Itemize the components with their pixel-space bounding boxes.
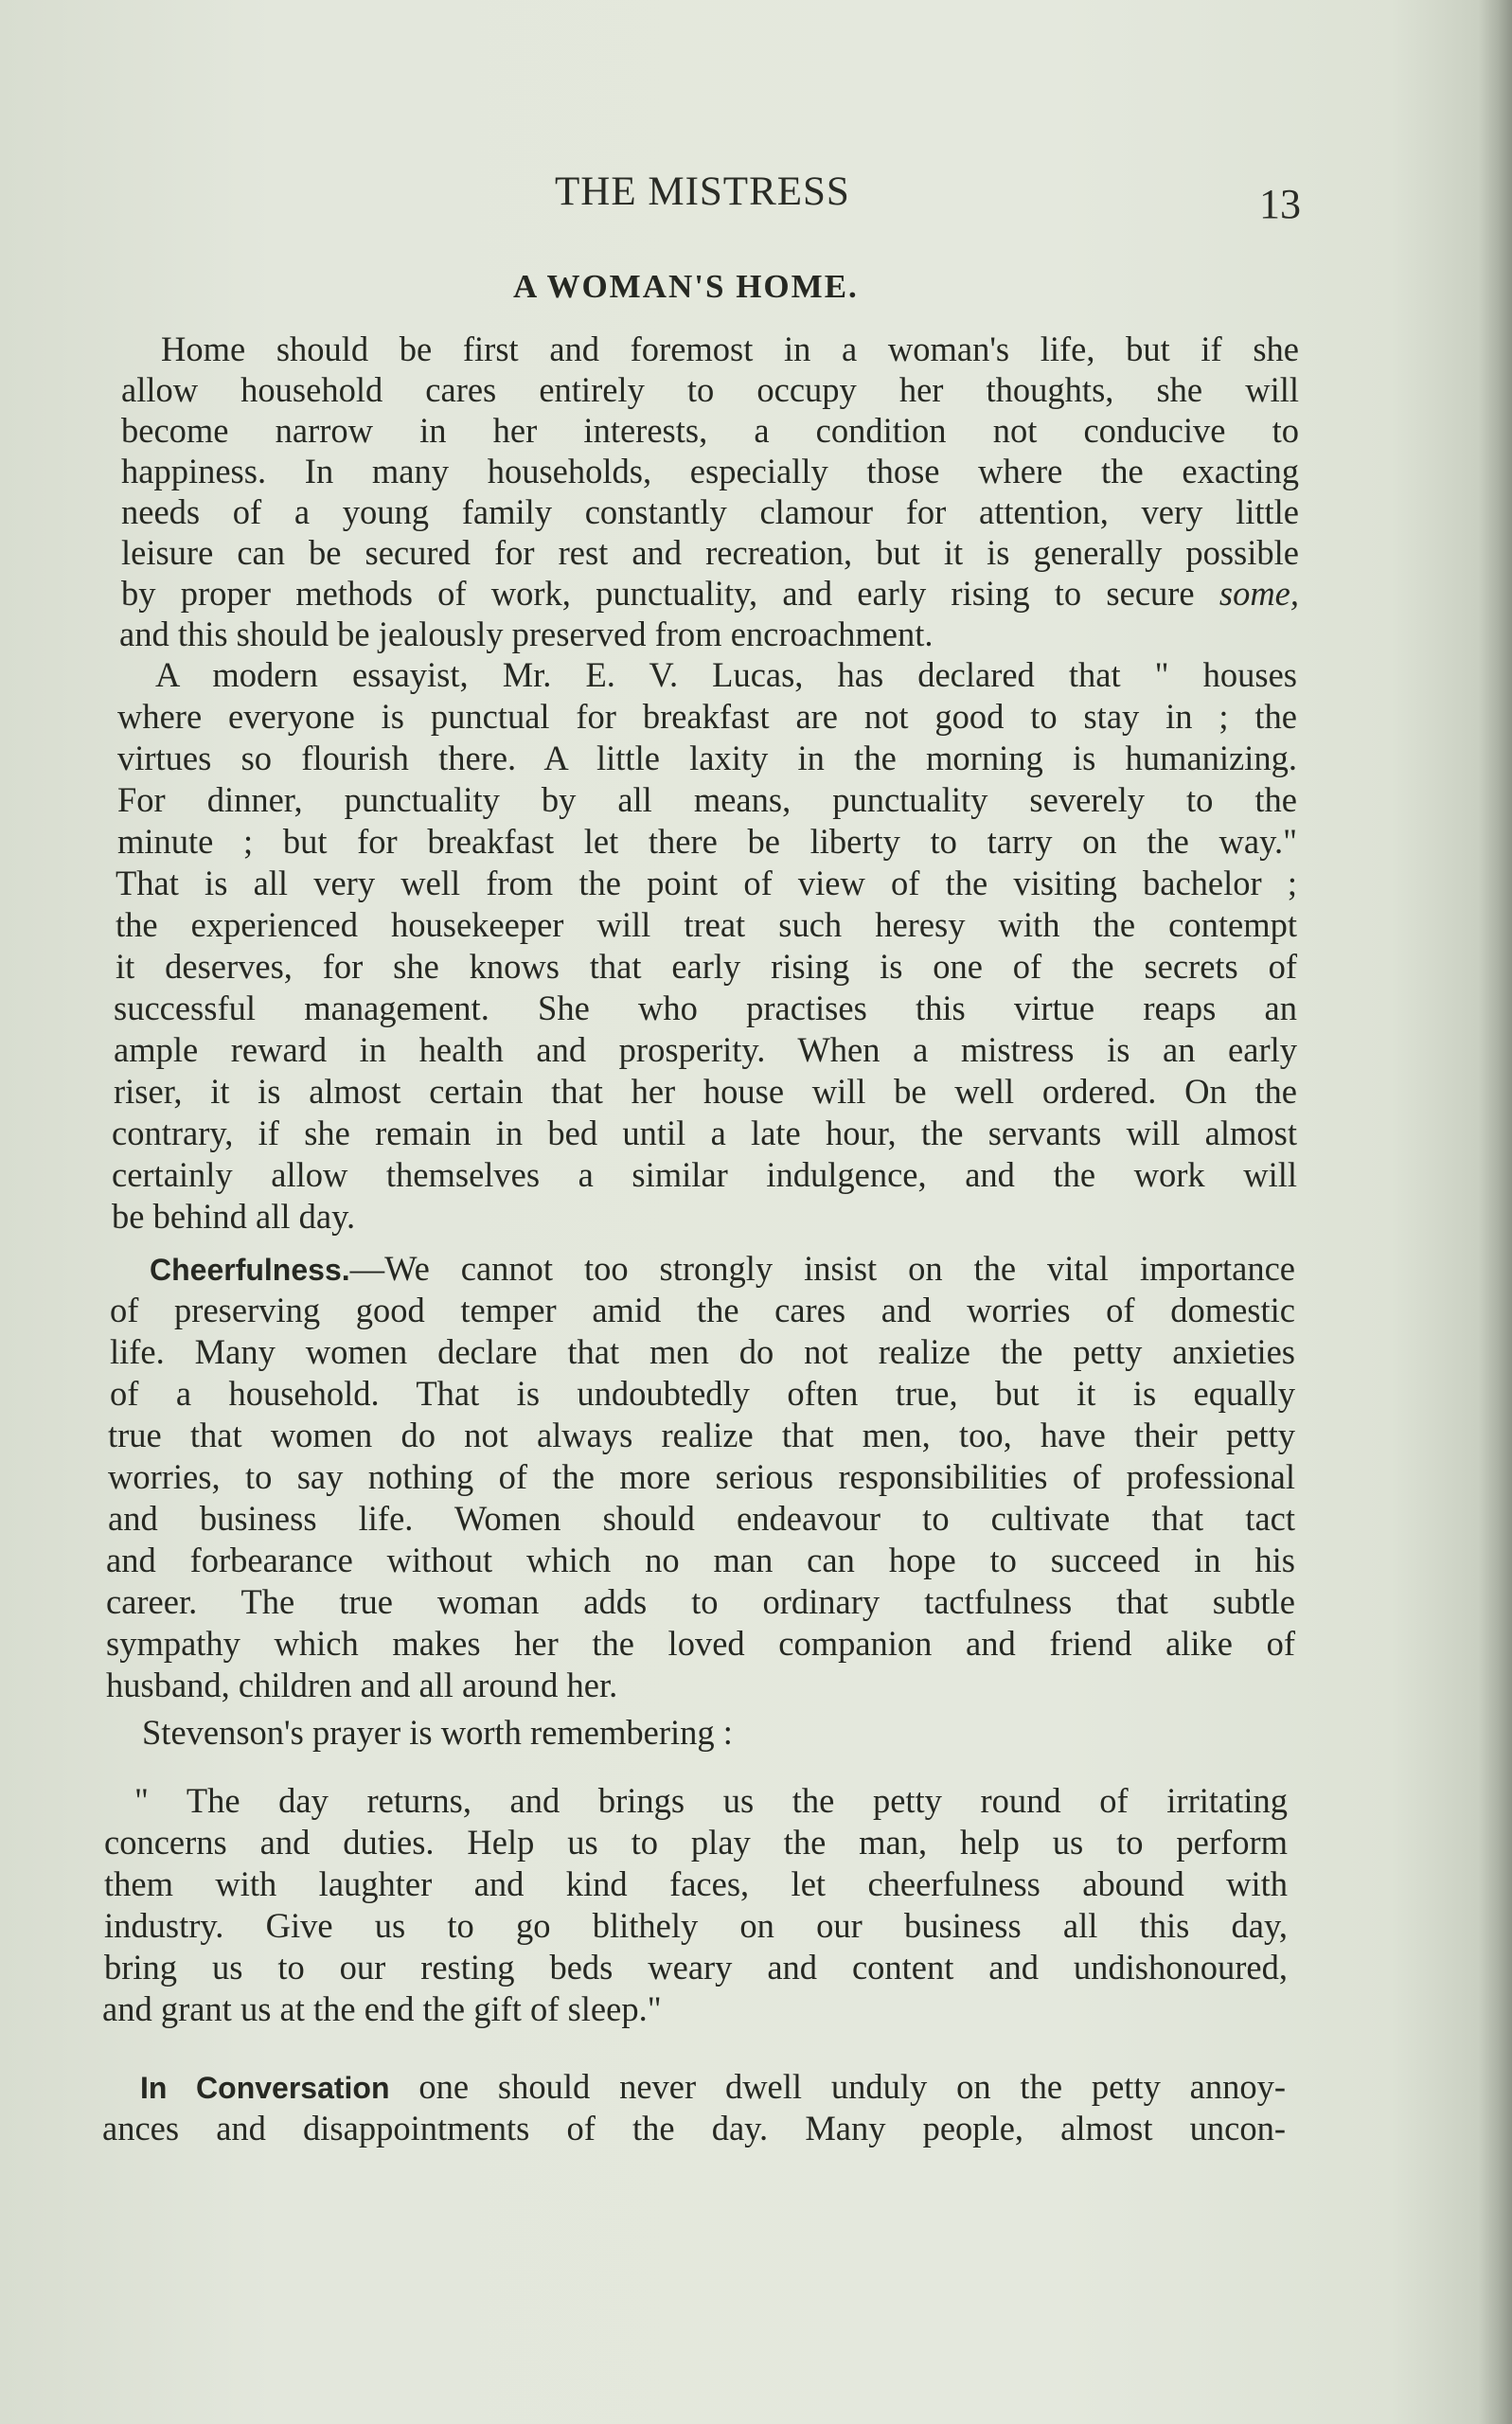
quote-line: concerns and duties. Help us to play the man, help us to perform <box>104 1823 1288 1862</box>
text-segment: —We cannot too strongly insist on the vital importance <box>349 1249 1295 1288</box>
text-line: riser, it is almost certain that her house will be well ordered. On the <box>114 1072 1297 1111</box>
text-segment: one should never dwell unduly on the petty annoy- <box>389 2067 1287 2106</box>
text-line: happiness. In many households, especially those where the exacting <box>121 452 1299 490</box>
text-line: of preserving good temper amid the cares and worries of domestic <box>110 1291 1295 1329</box>
text-line: ances and disappointments of the day. Many people, almost uncon- <box>102 2109 1286 2148</box>
text-line: the experienced housekeeper will treat such heresy with the contempt <box>116 905 1297 944</box>
text-line: allow household cares entirely to occupy her thoughts, she will <box>121 370 1299 409</box>
text-line: true that women do not always realize that men, too, have their petty <box>108 1416 1295 1454</box>
run-in-heading: Cheerfulness. <box>150 1253 350 1287</box>
quote-line: them with laughter and kind faces, let cheerfulness abound with <box>104 1864 1288 1903</box>
text-line: leisure can be secured for rest and recreation, but it is generally possible <box>121 533 1299 572</box>
italic-word: some, <box>1218 574 1299 613</box>
text-line: life. Many women declare that men do not realize the petty anxieties <box>110 1332 1295 1371</box>
text-line <box>121 575 1299 613</box>
text-line: and business life. Women should endeavour to cultivate that tact <box>108 1499 1295 1538</box>
quote-line: bring us to our resting beds weary and content and undishonoured, <box>104 1948 1288 1987</box>
text-line: and forbearance without which no man can hope to succeed in his <box>106 1541 1295 1579</box>
text-line: be behind all day. <box>112 1197 356 1236</box>
text-line: minute ; but for breakfast let there be liberty to tarry on the way." <box>117 822 1297 861</box>
text-line: A modern essayist, Mr. E. V. Lucas, has declared that " houses <box>155 655 1297 694</box>
text-line <box>150 1250 1295 1289</box>
text-line: virtues so flourish there. A little laxity in the morning is humanizing. <box>117 739 1297 777</box>
text-line: of a household. That is undoubtedly often true, but it is equally <box>110 1374 1295 1413</box>
text-line: worries, to say nothing of the more serious responsibilities of professional <box>108 1457 1295 1496</box>
page-edge-shadow <box>1478 0 1512 2424</box>
page-number: 13 <box>1259 181 1301 227</box>
text-line: and this should be jealously preserved from encroachment. <box>119 615 934 653</box>
run-in-heading: In Conversation <box>140 2071 390 2105</box>
text-line: contrary, if she remain in bed until a late hour, the servants will almost <box>112 1114 1297 1152</box>
text-line: Home should be first and foremost in a woman's life, but if she <box>161 330 1299 368</box>
text-line: ample reward in health and prosperity. When a mistress is an early <box>114 1030 1297 1069</box>
text-line: Stevenson's prayer is worth remembering : <box>142 1713 733 1752</box>
text-segment: by proper methods of work, punctuality, and early rising to secure <box>121 574 1219 613</box>
text-line: needs of a young family constantly clamour for attention, very little <box>121 492 1299 531</box>
text-line <box>140 2068 1286 2107</box>
text-line: where everyone is punctual for breakfast are not good to stay in ; the <box>117 697 1297 736</box>
quote-line: " The day returns, and brings us the petty round of irritating <box>134 1781 1288 1820</box>
quote-line: industry. Give us to go blithely on our business all this day, <box>104 1906 1288 1945</box>
text-line: certainly allow themselves a similar indulgence, and the work will <box>112 1155 1297 1194</box>
text-line: become narrow in her interests, a condition not conducive to <box>121 411 1299 450</box>
text-line: husband, children and all around her. <box>106 1666 618 1704</box>
text-line: That is all very well from the point of view of the visiting bachelor ; <box>116 864 1297 902</box>
text-line: career. The true woman adds to ordinary tactfulness that subtle <box>106 1582 1295 1621</box>
quote-line: and grant us at the end the gift of sleep." <box>102 1989 662 2028</box>
text-line: it deserves, for she knows that early rising is one of the secrets of <box>116 947 1297 986</box>
text-line: sympathy which makes her the loved companion and friend alike of <box>106 1624 1295 1663</box>
text-line: successful management. She who practises this virtue reaps an <box>114 989 1297 1027</box>
running-head: THE MISTRESS <box>555 169 850 214</box>
text-line: For dinner, punctuality by all means, punctuality severely to the <box>117 780 1297 819</box>
section-title: A WOMAN'S HOME. <box>513 268 859 305</box>
